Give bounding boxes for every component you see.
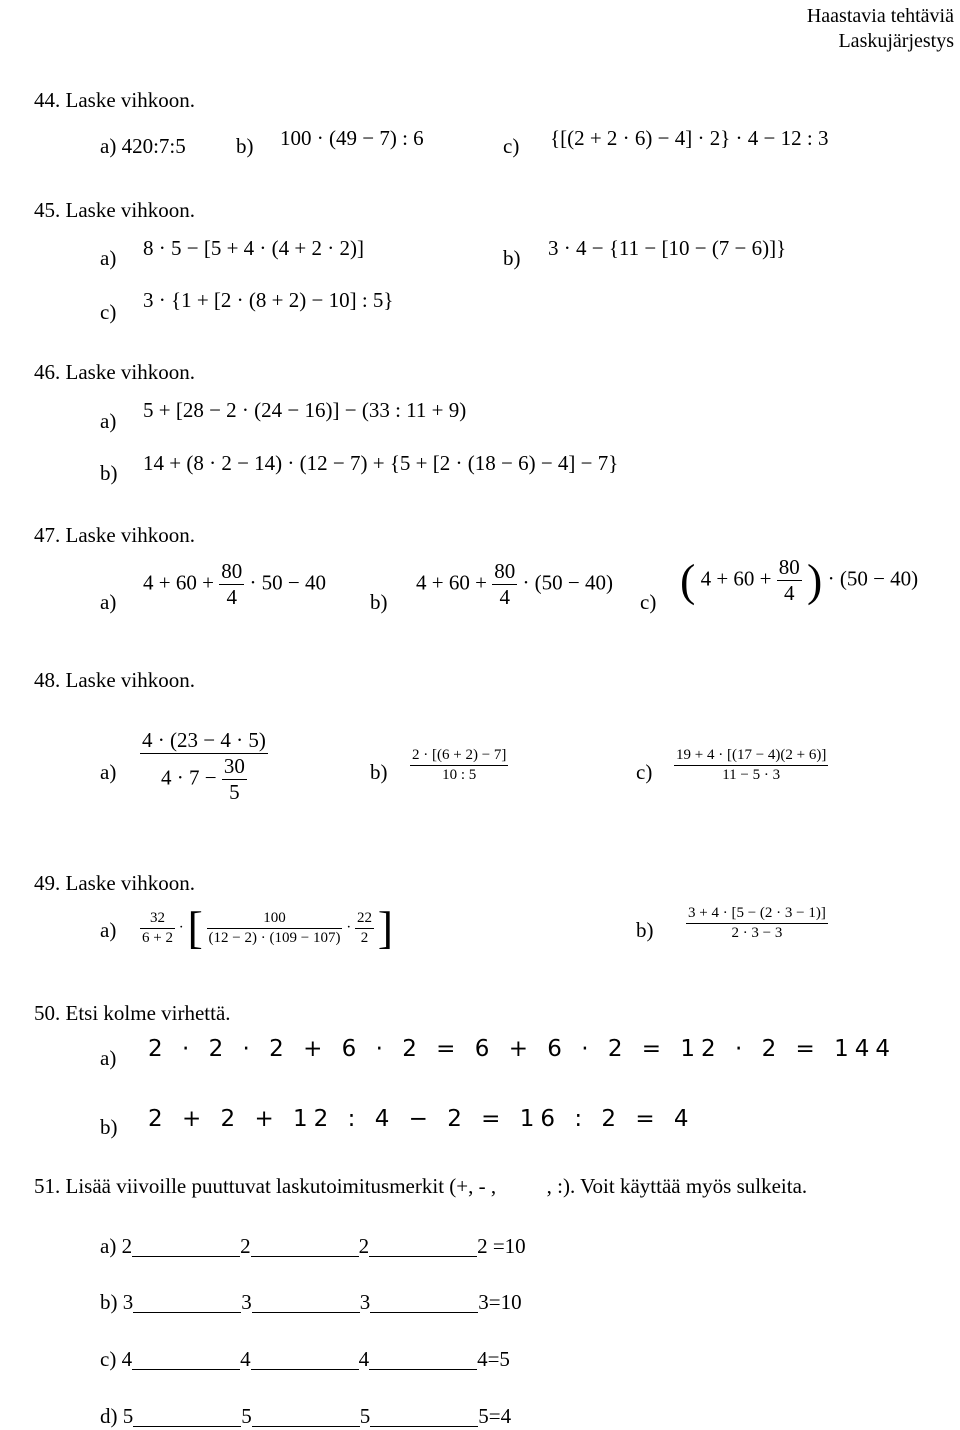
exercise-45-a-label: a)	[100, 246, 117, 270]
fraction-numerator: 80	[494, 559, 516, 583]
exercise-49-b-fraction	[686, 906, 828, 941]
exercise-47-a-expr	[143, 561, 326, 608]
row-number: 5	[241, 1404, 252, 1428]
fraction-denominator: 4	[492, 584, 517, 608]
exercise-47-b-post: · (50 − 40)	[522, 570, 614, 595]
exercise-48-a-fraction	[140, 730, 268, 803]
exercise-49-title: 49. Laske vihkoon.	[34, 871, 195, 895]
exercise-44-c-expr: {[(2 + 2 · 6) − 4] · 2} · 4 − 12 : 3	[550, 126, 829, 150]
exercise-47-title: 47. Laske vihkoon.	[34, 523, 195, 547]
exercise-47-a-pre: 4 + 60 +	[143, 570, 214, 595]
exercise-47-a-fraction	[219, 561, 244, 608]
exercise-48-b-fraction	[410, 748, 508, 783]
fraction-numerator: 3 + 4 · [5 − (2 · 3 − 1)]	[688, 905, 826, 921]
exercise-46-b-expr: 14 + (8 · 2 − 14) · (12 − 7) + {5 + [2 · (18 − 6) − 4] − 7}	[143, 451, 619, 475]
page-header	[807, 4, 954, 54]
exercise-46-title: 46. Laske vihkoon.	[34, 360, 195, 384]
exercise-51-row-a	[100, 1236, 526, 1257]
fraction	[410, 748, 508, 783]
fraction-numerator: 4 · (23 − 4 · 5)	[142, 728, 266, 752]
row-start: b) 3	[100, 1290, 134, 1314]
row-end: 3=10	[478, 1290, 522, 1314]
fraction-numerator: 19 + 4 · [(17 − 4)(2 + 6)]	[676, 747, 827, 763]
answer-blank[interactable]	[370, 1294, 478, 1313]
exercise-49-b-label: b)	[636, 918, 654, 942]
exercise-45-b-expr: 3 · 4 − {11 − [10 − (7 − 6)]}	[548, 236, 787, 260]
exercise-50-a-expr: 2 · 2 · 2 + 6 · 2 = 6 + 6 · 2 = 12 · 2 = 144	[148, 1036, 896, 1062]
row-number: 3	[359, 1290, 371, 1314]
fraction-numerator: 2 · [(6 + 2) − 7]	[412, 747, 507, 763]
exercise-45-b-label: b)	[503, 246, 521, 270]
multiply-dot: ·	[346, 919, 352, 936]
exercise-47-c-label: c)	[640, 590, 657, 614]
answer-blank[interactable]	[252, 1294, 360, 1313]
row-end: 5=4	[478, 1404, 512, 1428]
exercise-47-b-label: b)	[370, 590, 388, 614]
fraction-2	[207, 911, 343, 946]
inner-denominator: 5	[222, 779, 247, 803]
row-end: 2 =10	[477, 1234, 526, 1258]
right-bracket: ]	[377, 902, 394, 953]
answer-blank[interactable]	[132, 1238, 240, 1257]
exercise-45-a-expr: 8 · 5 − [5 + 4 · (4 + 2 · 2)]	[143, 236, 364, 260]
row-number: 2	[240, 1234, 251, 1258]
exercise-46-a-expr: 5 + [28 − 2 · (24 − 16)] − (33 : 11 + 9)	[143, 398, 467, 422]
compound-fraction	[140, 730, 268, 803]
exercise-48-b-label: b)	[370, 760, 388, 784]
fraction-denominator: 2 · 3 − 3	[686, 923, 828, 941]
header-topic: Haastavia tehtäviä	[806, 5, 954, 27]
row-number: 4	[358, 1347, 370, 1371]
exercise-44-b-label: b)	[236, 134, 254, 158]
fraction	[686, 906, 828, 941]
exercise-45-c-expr: 3 · {1 + [2 · (8 + 2) − 10] : 5}	[143, 288, 394, 312]
fraction-denominator: (12 − 2) · (109 − 107)	[208, 929, 341, 946]
exercise-51-row-d	[100, 1406, 511, 1427]
answer-blank[interactable]	[133, 1408, 241, 1427]
exercise-47-b-pre: 4 + 60 +	[416, 570, 487, 595]
exercise-45-c-label: c)	[100, 300, 117, 324]
exercise-44-a: a) 420:7:5	[100, 134, 186, 158]
exercise-46-a-label: a)	[100, 409, 117, 433]
exercise-44-title: 44. Laske vihkoon.	[34, 88, 195, 112]
exercise-44-b-expr: 100 · (49 − 7) : 6	[280, 126, 424, 150]
exercise-50-a-label: a)	[100, 1046, 117, 1070]
exercise-48-c-fraction	[674, 748, 828, 783]
answer-blank[interactable]	[369, 1238, 477, 1257]
exercise-47-c-pre: 4 + 60 +	[700, 566, 772, 591]
exercise-51-title	[34, 1176, 807, 1197]
left-bracket: [	[187, 902, 203, 953]
fraction-numerator: 80	[778, 555, 800, 579]
answer-blank[interactable]	[251, 1238, 359, 1257]
row-number: 4	[240, 1347, 251, 1371]
left-paren: (	[680, 554, 696, 606]
exercise-47-b-fraction	[492, 561, 517, 608]
exercise-48-a-label: a)	[100, 760, 117, 784]
exercise-51-row-b	[100, 1292, 522, 1313]
exercise-48-title: 48. Laske vihkoon.	[34, 668, 195, 692]
answer-blank[interactable]	[132, 1351, 240, 1370]
fraction-denominator: 4	[777, 580, 802, 604]
exercise-50-title: 50. Etsi kolme virhettä.	[34, 1001, 231, 1025]
fraction-denominator: 10 : 5	[410, 765, 508, 783]
exercise-48-c-label: c)	[636, 760, 653, 784]
exercise-47-a-post: · 50 − 40	[249, 570, 327, 595]
exercise-51-row-c	[100, 1349, 510, 1370]
fraction-denominator: 2	[355, 928, 374, 946]
exercise-44-c-label: c)	[503, 134, 520, 158]
fraction-numerator: 32	[149, 909, 165, 926]
exercise-47-a-label: a)	[100, 590, 117, 614]
inner-fraction	[222, 756, 247, 803]
exercise-50-b-label: b)	[100, 1115, 118, 1139]
fraction-denominator: 4	[219, 584, 244, 608]
fraction-denominator	[140, 753, 268, 803]
row-number: 3	[241, 1290, 252, 1314]
inner-numerator: 30	[223, 754, 245, 778]
answer-blank[interactable]	[251, 1351, 359, 1370]
fraction	[674, 748, 828, 783]
fraction-3	[355, 911, 374, 946]
inner-denominator-prefix: 4 · 7 −	[160, 765, 217, 790]
answer-blank[interactable]	[370, 1408, 478, 1427]
exercise-49-a-expr	[140, 902, 394, 953]
fraction-denominator: 6 + 2	[142, 929, 173, 946]
exercise-51-title-end: , :). Voit käyttää myös sulkeita.	[546, 1174, 808, 1198]
row-number: 2	[358, 1234, 370, 1258]
exercise-49-a-label: a)	[100, 918, 117, 942]
answer-blank[interactable]	[133, 1294, 241, 1313]
answer-blank[interactable]	[252, 1408, 360, 1427]
fraction-numerator: 80	[221, 559, 243, 583]
row-start: d) 5	[100, 1404, 134, 1428]
exercise-51-title-start: 51. Lisää viivoille puuttuvat laskutoimitusmerkit (+, - ,	[34, 1174, 497, 1198]
header-subtopic: Laskujärjestys	[838, 30, 954, 52]
row-start: c) 4	[100, 1347, 133, 1371]
row-number: 5	[359, 1404, 371, 1428]
fraction-denominator: 11 − 5 · 3	[674, 765, 828, 783]
exercise-47-c-fraction	[777, 557, 802, 604]
exercise-47-c-expr	[680, 554, 919, 606]
fraction-numerator: 100	[263, 909, 286, 926]
fraction-numerator: 22	[356, 909, 372, 926]
row-start: a) 2	[100, 1234, 133, 1258]
fraction-1	[140, 911, 175, 946]
answer-blank[interactable]	[369, 1351, 477, 1370]
right-paren: )	[807, 554, 823, 606]
row-end: 4=5	[477, 1347, 510, 1371]
multiply-dot: ·	[178, 919, 184, 936]
exercise-46-b-label: b)	[100, 461, 118, 485]
exercise-47-c-post: · (50 − 40)	[827, 566, 919, 591]
exercise-45-title: 45. Laske vihkoon.	[34, 198, 195, 222]
exercise-47-b-expr	[416, 561, 613, 608]
exercise-50-b-expr: 2 + 2 + 12 : 4 − 2 = 16 : 2 = 4	[148, 1106, 695, 1132]
